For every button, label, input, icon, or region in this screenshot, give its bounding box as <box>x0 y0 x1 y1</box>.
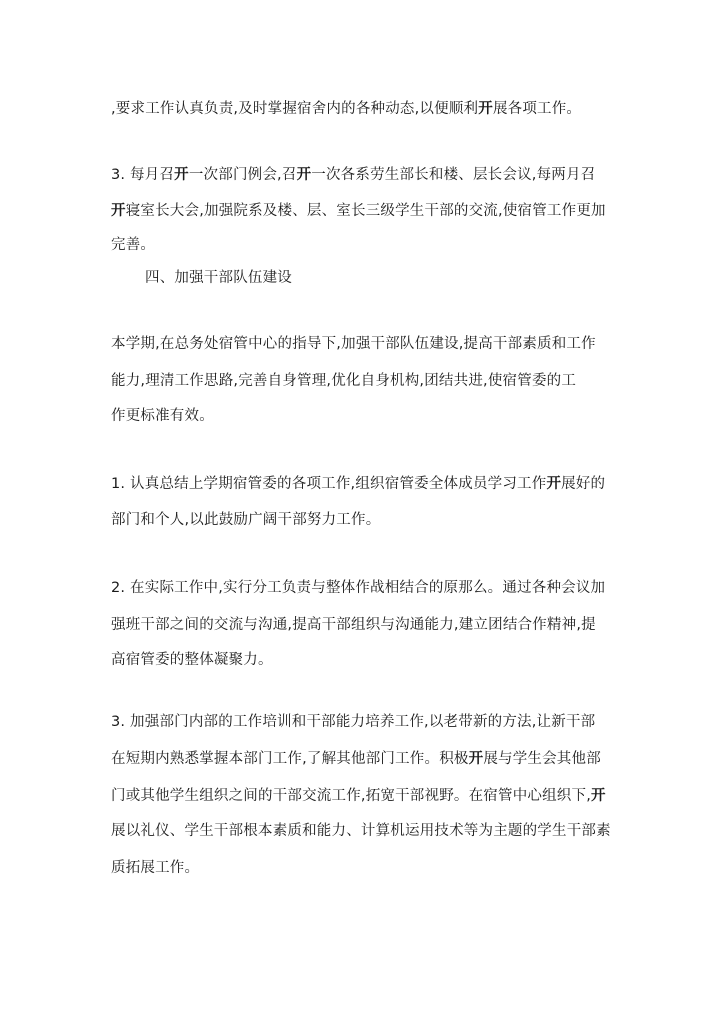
paragraph-6-line-5: 质拓展工作。 <box>111 860 200 876</box>
paragraph-5-line-2: 强班干部之间的交流与沟通,提高干部组织与沟通能力,建立团结合作精神,提 <box>111 617 596 633</box>
bold-character: 开 <box>296 167 312 183</box>
paragraph-6-line-1: 3. 加强部门内部的工作培训和干部能力培养工作,以老带新的方法,让新干部 <box>111 714 596 730</box>
paragraph-4-line-1: 1. 认真总结上学期宿管委的各项工作,组织宿管委全体成员学习工作开展好的 <box>111 476 606 492</box>
paragraph-3-line-2: 能力,理清工作思路,完善自身管理,优化自身机构,团结共进,使宿管委的工 <box>111 373 577 389</box>
paragraph-3-line-3: 作更标准有效。 <box>111 408 214 424</box>
paragraph-3-line-1: 本学期,在总务处宿管中心的指导下,加强干部队伍建设,提高干部素质和工作 <box>111 336 596 352</box>
paragraph-2-line-1: 3. 每月召开一次部门例会,召开一次各系劳生部长和楼、层长会议,每两月召 <box>111 167 596 183</box>
paragraph-4-line-2: 部门和个人,以此鼓励广阔干部努力工作。 <box>111 512 381 528</box>
paragraph-5-line-3: 高宿管委的整体凝聚力。 <box>111 652 273 668</box>
bold-character: 开 <box>478 101 493 117</box>
paragraph-6-line-3: 门或其他学生组织之间的干部交流工作,拓宽干部视野。在宿管中心组织下,开 <box>111 788 606 804</box>
bold-character: 开 <box>174 167 189 183</box>
bold-character: 开 <box>468 751 484 767</box>
paragraph-2-line-2: 开寝室长大会,加强院系及楼、层、室长三级学生干部的交流,使宿管工作更加 <box>111 203 606 219</box>
paragraph-6-line-2: 在短期内熟悉掌握本部门工作,了解其他部门工作。积极开展与学生会其他部 <box>111 751 601 767</box>
paragraph-2-line-3: 完善。 <box>111 237 156 253</box>
bold-character: 开 <box>546 476 562 492</box>
paragraph-5-line-1: 2. 在实际工作中,实行分工负责与整体作战相结合的原那么。通过各种会议加 <box>111 580 606 596</box>
paragraph-1-line-1: ,要求工作认真负责,及时掌握宿舍内的各种动态,以便顺利开展各项工作。 <box>111 101 582 117</box>
bold-character: 开 <box>591 788 606 804</box>
bold-character: 开 <box>111 203 126 219</box>
paragraph-6-line-4: 展以礼仪、学生干部根本素质和能力、计算机运用技术等为主题的学生干部素 <box>111 823 611 839</box>
section-heading: 四、加强干部队伍建设 <box>145 270 292 286</box>
